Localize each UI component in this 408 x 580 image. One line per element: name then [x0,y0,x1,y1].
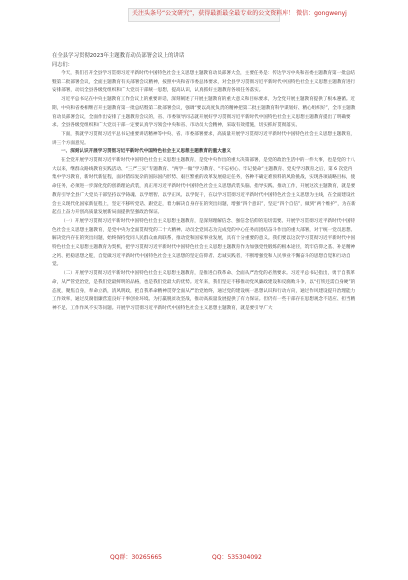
paragraph-4: 在全党开展学习贯彻习近平新时代中国特色社会主义思想主题教育，是党中央作出的重大决策部署，是党的政治生活中的一件大事，也是党的十八大以来，继群众路线教育实践活动、“三严三实”专题教育、“两学一做”学习教育、“不忘初心、牢记使命”主题教育、党史学习教育之后，第 6 次党内集中学习教育，新时代新征程，面对错综复杂的国际国内形势、艰巨繁重的改革发展稳定任务，各种不确定难预料的风险挑战，实现各项战略目标，使命任务，必须进一步深化党的创新理论武装，真正用习近平新时代中国特色社会主义思想武装头脑、指导实践、推动工作，开展这次主题教育，就是要教育引导全县广大党员干部坚持以学铸魂、以学增智、以学正风、以学促干，在以学习贯彻习近平新时代中国特色社会主义思想为主线，在全面建设社会主义现代化国家新征程上，坚定不移听党话、跟党走，着力解决自身存在的突出问题，增强“四个意识”，坚定“四个自信”，做到“两个维护”，为在新起点上奋力开创高质量发展新局面提供坚强政治保证。 [52,158,356,216]
document-title: 在全县学习贯彻2023年主题教育动员部署会议上的讲话 [52,53,185,59]
salutation: 同志们： [52,62,73,68]
qq-group-text: QQ群：30265665 [110,554,162,561]
document-body [52,52,356,540]
qq-contact-text: QQ：535304092 [212,554,262,561]
section-heading-1: 一、深刻认识开展学习贯彻习近平新时代中国特色社会主义思想主题教育的重大意义 [61,149,231,155]
paragraph-1: 今天，我们召开全县学习贯彻习近平新时代中国特色社会主义思想主题教育动员部署大会，主要任务是：传达学习中央和省委主题教育第一批总结暨第二批部署会议，全面主题教育有关部署会议精神，按照中央和省市委总体要求，对全县学习贯彻习近平新时代中国特色社会主义思想主题教育进行安排部署，动员全县各级党组织和广大党员干部统一思想，提高认识，认真抓好主题教育各项任务落实。 [52,71,356,94]
promo-banner-text: 关注头条号“公文研究”，获得最新最全最专业的公文资料库！ 微信：gongwenyj [132,10,347,17]
paragraph-6: （二）开展学习贯彻习近平新时代中国特色社会主义思想主题教育，是推进自我革命、全面从严治党的必然要求。习近平总书记指出，勇于自我革命，从严管党治党，是我们党最鲜明的品格，也是我们党最大的优势。近年来，我们坚定不移推动党风廉政建设和反腐败斗争，以“打铁还需自身硬”的态度，聚焦自身，奉命立新，清风明政，把自我革命精神贯穿全面从严治党始终，通过党的建设统一思想认识和行动方向，通过作风建设提升治理能力工作效率，通过反腐倡廉营造良好干事创业环境。为打赢脱贫攻坚战，推动高质量发展提供了有力保证。但仍有一些干部存在思想观念不适应、担当精神不足、工作作风不实等问题。开展学习贯彻习近平新时代中国特色社会主义思想主题教育，就是要引导广大 [52,271,356,311]
paragraph-5: （一）开展学习贯彻习近平新时代中国特色社会主义思想主题教育，是深刻理解信念、强信念信仰的迫切需要。开展学习贯彻习近平新时代中国特色社会主义思想主题教育，是党中央为全面贯彻党的二十大精神、动员全党同志为完成党的中心任务而团结奋斗作出的重大部署，对于统一党员思想、解决党内存在的突出问题，始终保持党同人民群众血肉联系，推动党和国家事业发展，具有十分重要的意义。我们要以这次学习贯彻习近平新时代中国特色社会主义思想主题教育为契机，把学习贯彻习近平新时代中国特色社会主义思想主题教育作为加强党性锻炼的根本途径，筑牢信仰之基、补足精神之钙、把稳思想之舵，自觉做习近平新时代中国特色社会主义思想的坚定信仰者、忠诚实践者，不断增强党和人民事业不懈奋斗的思想自觉和行动自觉。 [52,218,356,268]
paragraph-2: 习近平总书记在中央主题教育工作会议上的重要讲话，深刻阐述了开展主题教育的重大意义和目标要求，为全党开展主题教育提供了根本遵循。近期，中央和省委相继召开主题教育第一批总结暨第二批部署会议，强调“要以高度负责的精神把第二批主题教育科学谋划好、精心组织好”，全市主题教育动员部署会议，全面作出安排了主题教育会议的，省、市委领导同志就开展好学习贯彻习近平新时代中国特色社会主义思想主题教育提出了明确要求。全县各级党组织和广大党员干部一定要认真学习领会中央和省、市动员大会精神，采取有效措施，切实抓好贯彻落实。 [52,97,356,129]
footer [0,548,408,568]
paragraph-3: 下面，我就学习贯彻习近平总书记重要讲话精神等中央、省、市委部署要求，高质量开展学习贯彻习近平新时代中国特色社会主义思想主题教育，讲三个方面意见。 [52,131,356,146]
